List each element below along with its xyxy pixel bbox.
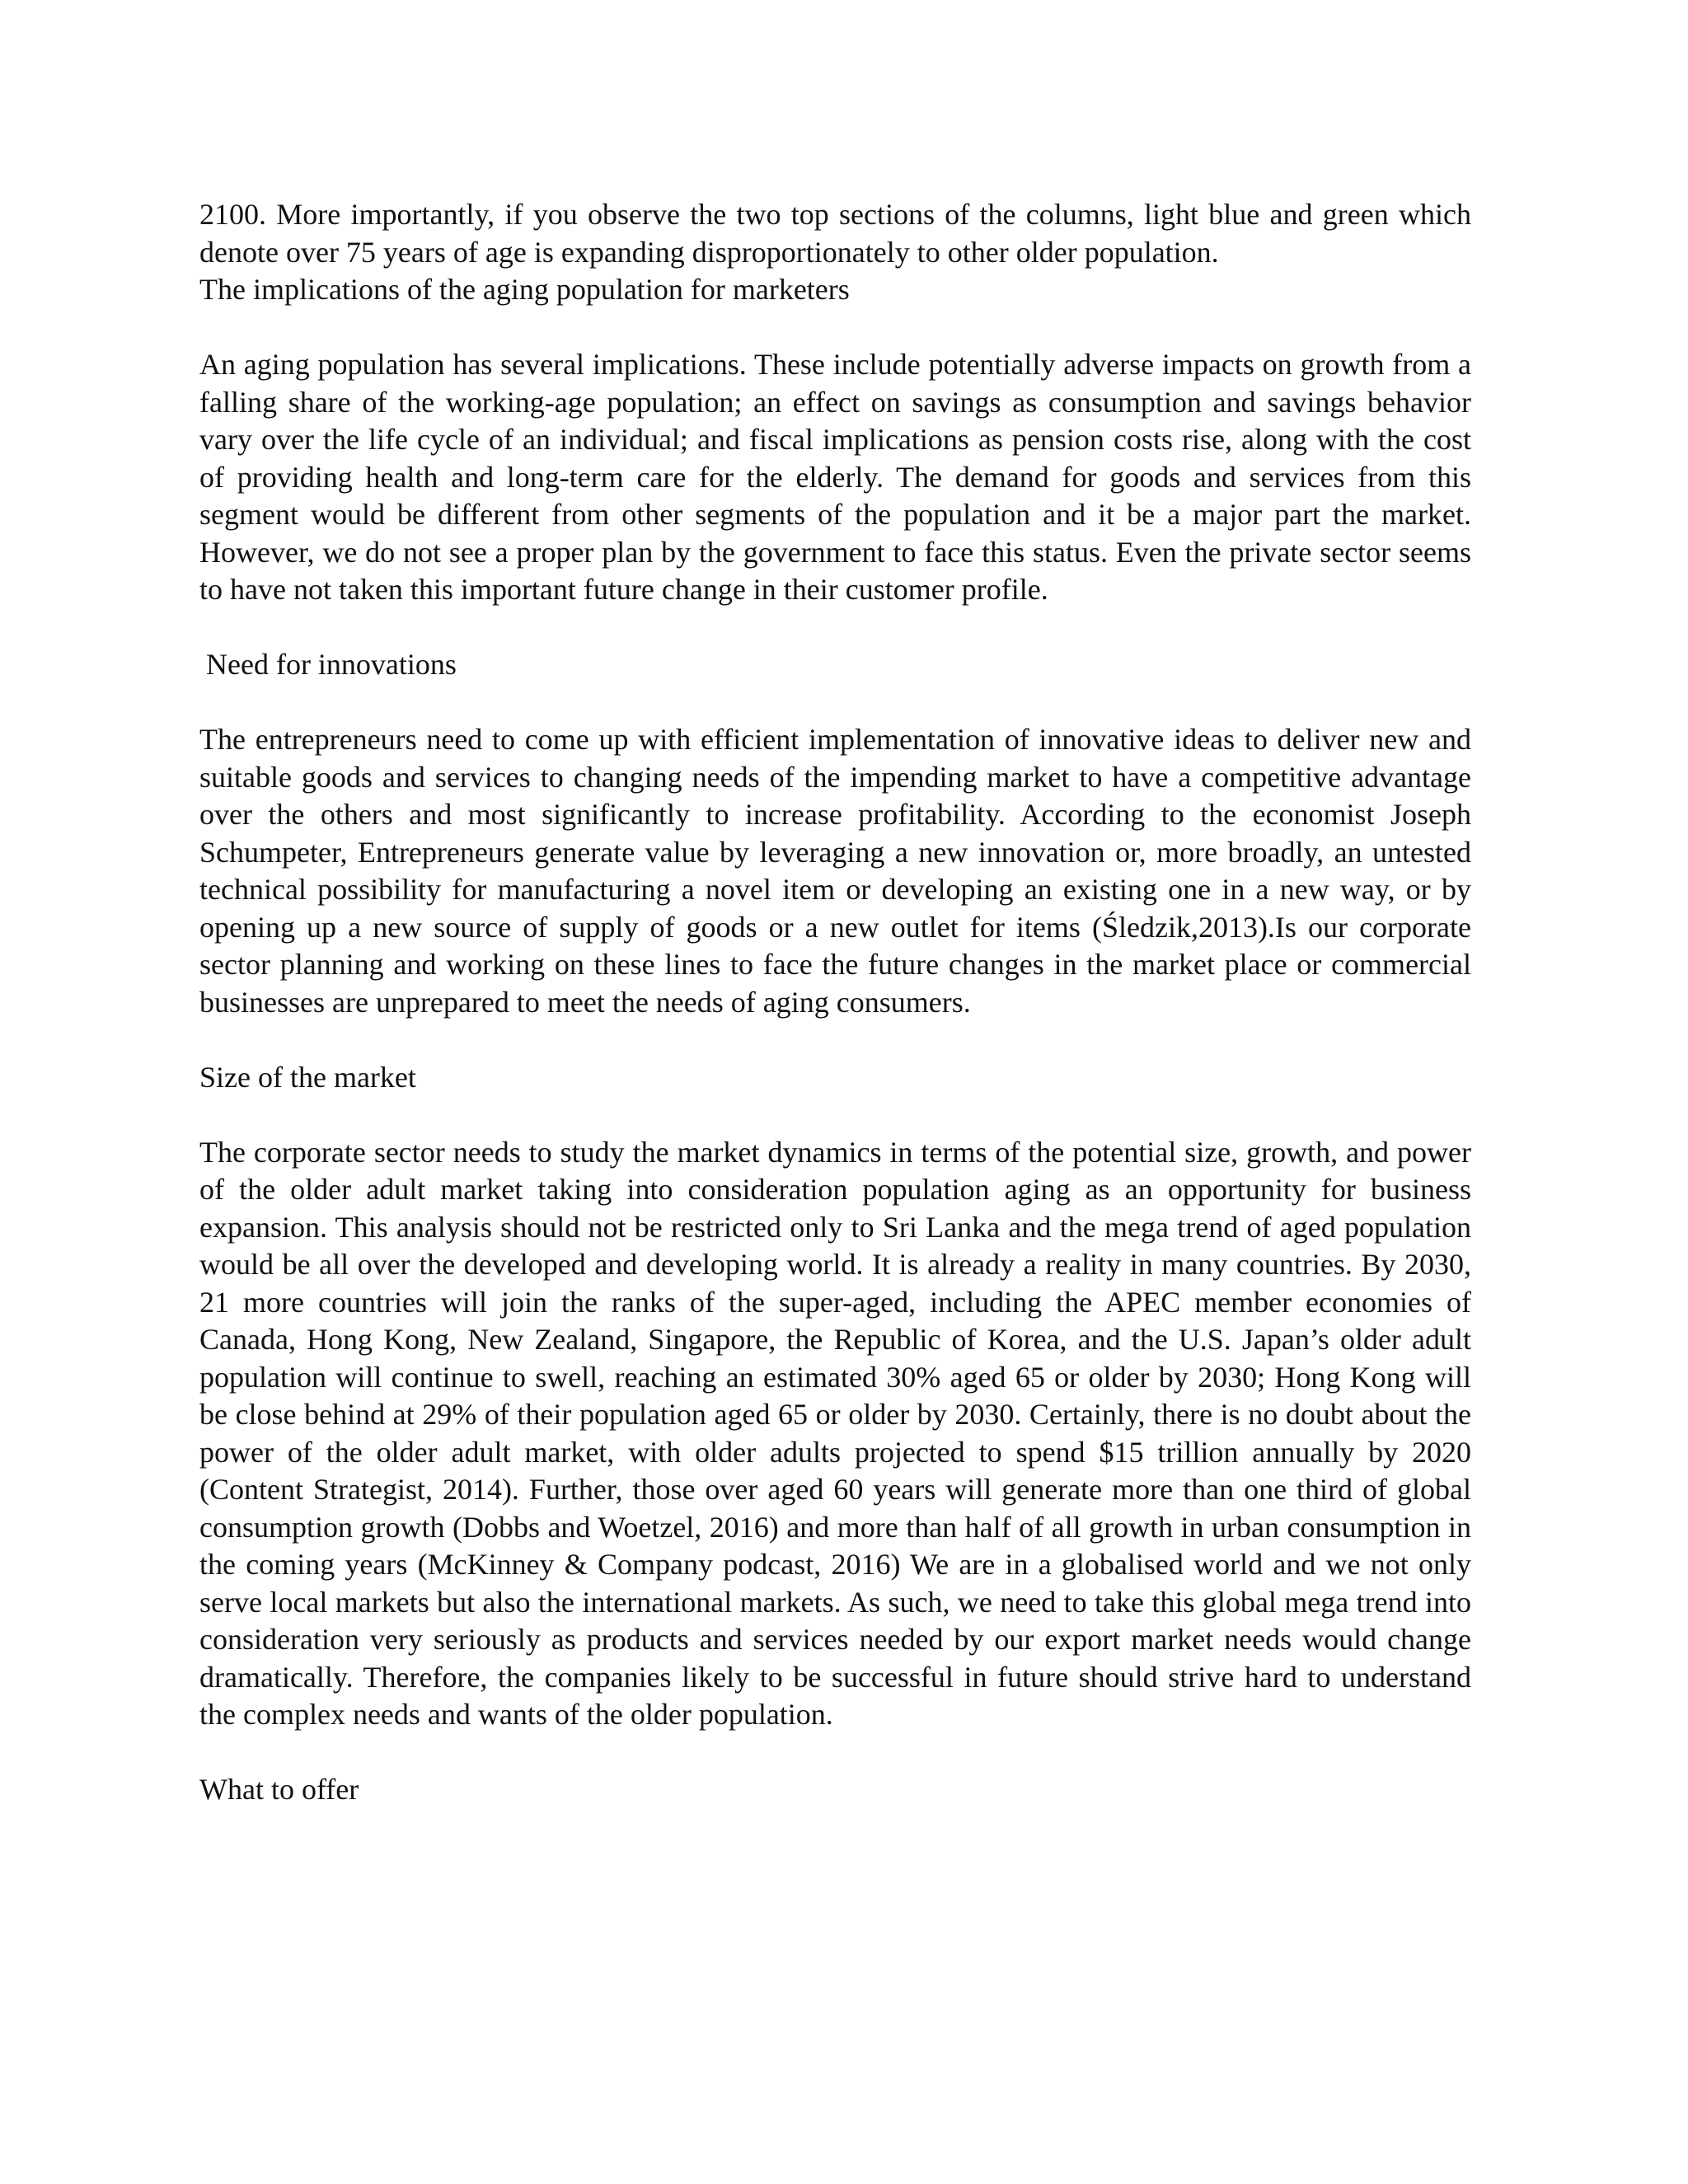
paragraph-size-of-market: The corporate sector needs to study the market dynamics in terms of the potential size, growth, and power of the older adult market taking into consideration population aging as an opportunity for business expansion. This analysis should not be restricted only to Sri Lanka and the mega trend of aged population would be all over the developed and developing world. It is already a reality in many countries. By 2030, 21 more countries will join the ranks of the super-aged, including the APEC member economies of Canada, Hong Kong, New Zealand, Singapore, the Republic of Korea, and the U.S. Japan’s older adult population will continue to swell, reaching an estimated 30% aged 65 or older by 2030; Hong Kong will be close behind at 29% of their population aged 65 or older by 2030. Certainly, there is no doubt about the power of the older adult market, with older adults projected to spend $15 trillion annually by 2020 (Content Strategist, 2014). Further, those over aged 60 years will generate more than one third of global consumption growth (Dobbs and Woetzel, 2016) and more than half of all growth in urban consumption in the coming years (McKinney & Company podcast, 2016) We are in a globalised world and we not only serve local markets but also the international markets. As such, we need to take this global mega trend into consideration very seriously as products and services needed by our export market needs would change dramatically. Therefore, the companies likely to be successful in future should strive hard to understand the complex needs and wants of the older population. (199, 1135, 1471, 1731)
document-body (199, 196, 1471, 1809)
paragraph-implications: An aging population has several implications. These include potentially adverse impacts on growth from a falling share of the working-age population; an effect on savings as consumption and savings behavior vary over the life cycle of an individual; and fiscal implications as pension costs rise, along with the cost of providing health and long-term care for the elderly. The demand for goods and services from this segment would be different from other segments of the population and it be a major part the market. However, we do not see a proper plan by the government to face this status. Even the private sector seems to have not taken this important future change in their customer profile. (199, 348, 1471, 606)
heading-innovations: Need for innovations (206, 648, 457, 681)
heading-size-of-market: Size of the market (199, 1060, 416, 1094)
heading-implications: The implications of the aging population for marketers (199, 273, 850, 306)
continuation-paragraph: 2100. More importantly, if you observe the two top sections of the columns, light blue and green which denote over 75 years of age is expanding disproportionately to other older population. (199, 198, 1471, 269)
paragraph-innovations: The entrepreneurs need to come up with efficient implementation of innovative ideas to deliver new and suitable goods and services to changing needs of the impending market to have a competitive advantage over the others and most significantly to increase profitability. According to the economist Joseph Schumpeter, Entrepreneurs generate value by leveraging a new innovation or, more broadly, an untested technical possibility for manufacturing a novel item or developing an existing one in a new way, or by opening up a new source of supply of goods or a new outlet for items (Śledzik,2013).Is our corporate sector planning and working on these lines to face the future changes in the market place or commercial businesses are unprepared to meet the needs of aging consumers. (199, 723, 1471, 1019)
heading-what-to-offer: What to offer (199, 1773, 359, 1806)
